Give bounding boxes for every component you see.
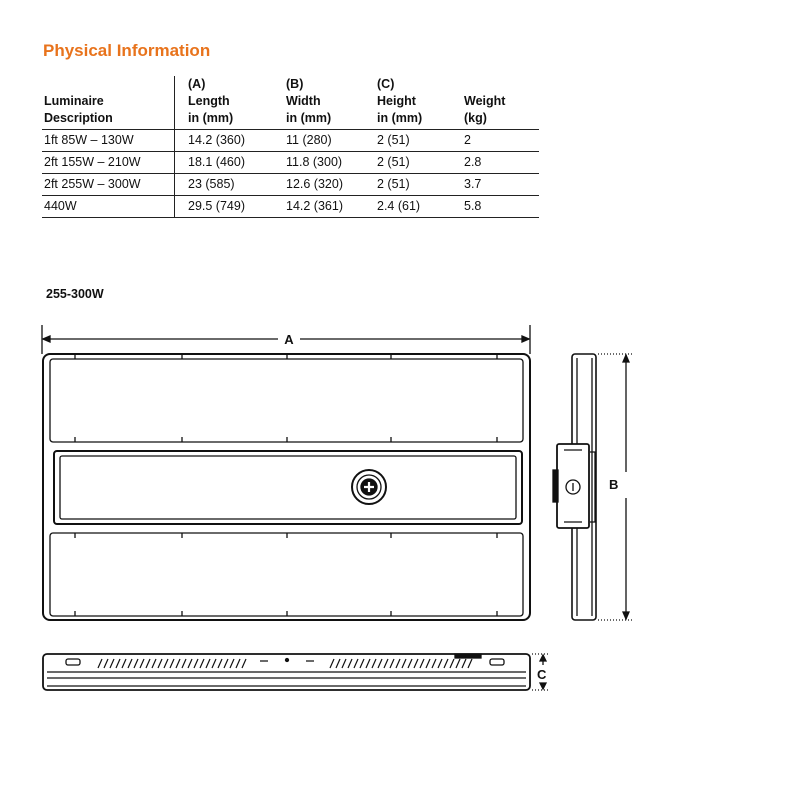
cell-description: 2ft 255W – 300W	[42, 174, 175, 196]
cell-height: 2 (51)	[377, 152, 464, 174]
dimension-c-label: C	[537, 667, 547, 682]
front-view-luminaire	[43, 654, 530, 690]
dimension-b-label: B	[609, 477, 619, 492]
cell-weight: 2	[464, 130, 539, 152]
header-width: (B) Width in (mm)	[286, 76, 377, 130]
mounting-hub-icon	[352, 470, 386, 504]
cell-width: 11 (280)	[286, 130, 377, 152]
header-luminaire-description: Luminaire Description	[42, 76, 175, 130]
header-length: (A) Length in (mm)	[175, 76, 287, 130]
cell-width: 12.6 (320)	[286, 174, 377, 196]
cell-width: 11.8 (300)	[286, 152, 377, 174]
drawing-model-label: 255-300W	[46, 287, 104, 301]
cell-weight: 3.7	[464, 174, 539, 196]
cell-length: 18.1 (460)	[175, 152, 287, 174]
cell-weight: 5.8	[464, 196, 539, 218]
cell-description: 1ft 85W – 130W	[42, 130, 175, 152]
header-height: (C) Height in (mm)	[377, 76, 464, 130]
cell-width: 14.2 (361)	[286, 196, 377, 218]
cell-height: 2 (51)	[377, 130, 464, 152]
cell-weight: 2.8	[464, 152, 539, 174]
top-view-luminaire	[43, 354, 530, 620]
header-weight: Weight (kg)	[464, 76, 539, 130]
side-view-luminaire	[553, 354, 596, 620]
cell-length: 29.5 (749)	[175, 196, 287, 218]
dimension-a-label: A	[284, 332, 294, 347]
section-title: Physical Information	[43, 41, 211, 60]
cell-description: 440W	[42, 196, 175, 218]
cell-description: 2ft 155W – 210W	[42, 152, 175, 174]
cell-height: 2 (51)	[377, 174, 464, 196]
cell-length: 23 (585)	[175, 174, 287, 196]
cell-length: 14.2 (360)	[175, 130, 287, 152]
cell-height: 2.4 (61)	[377, 196, 464, 218]
